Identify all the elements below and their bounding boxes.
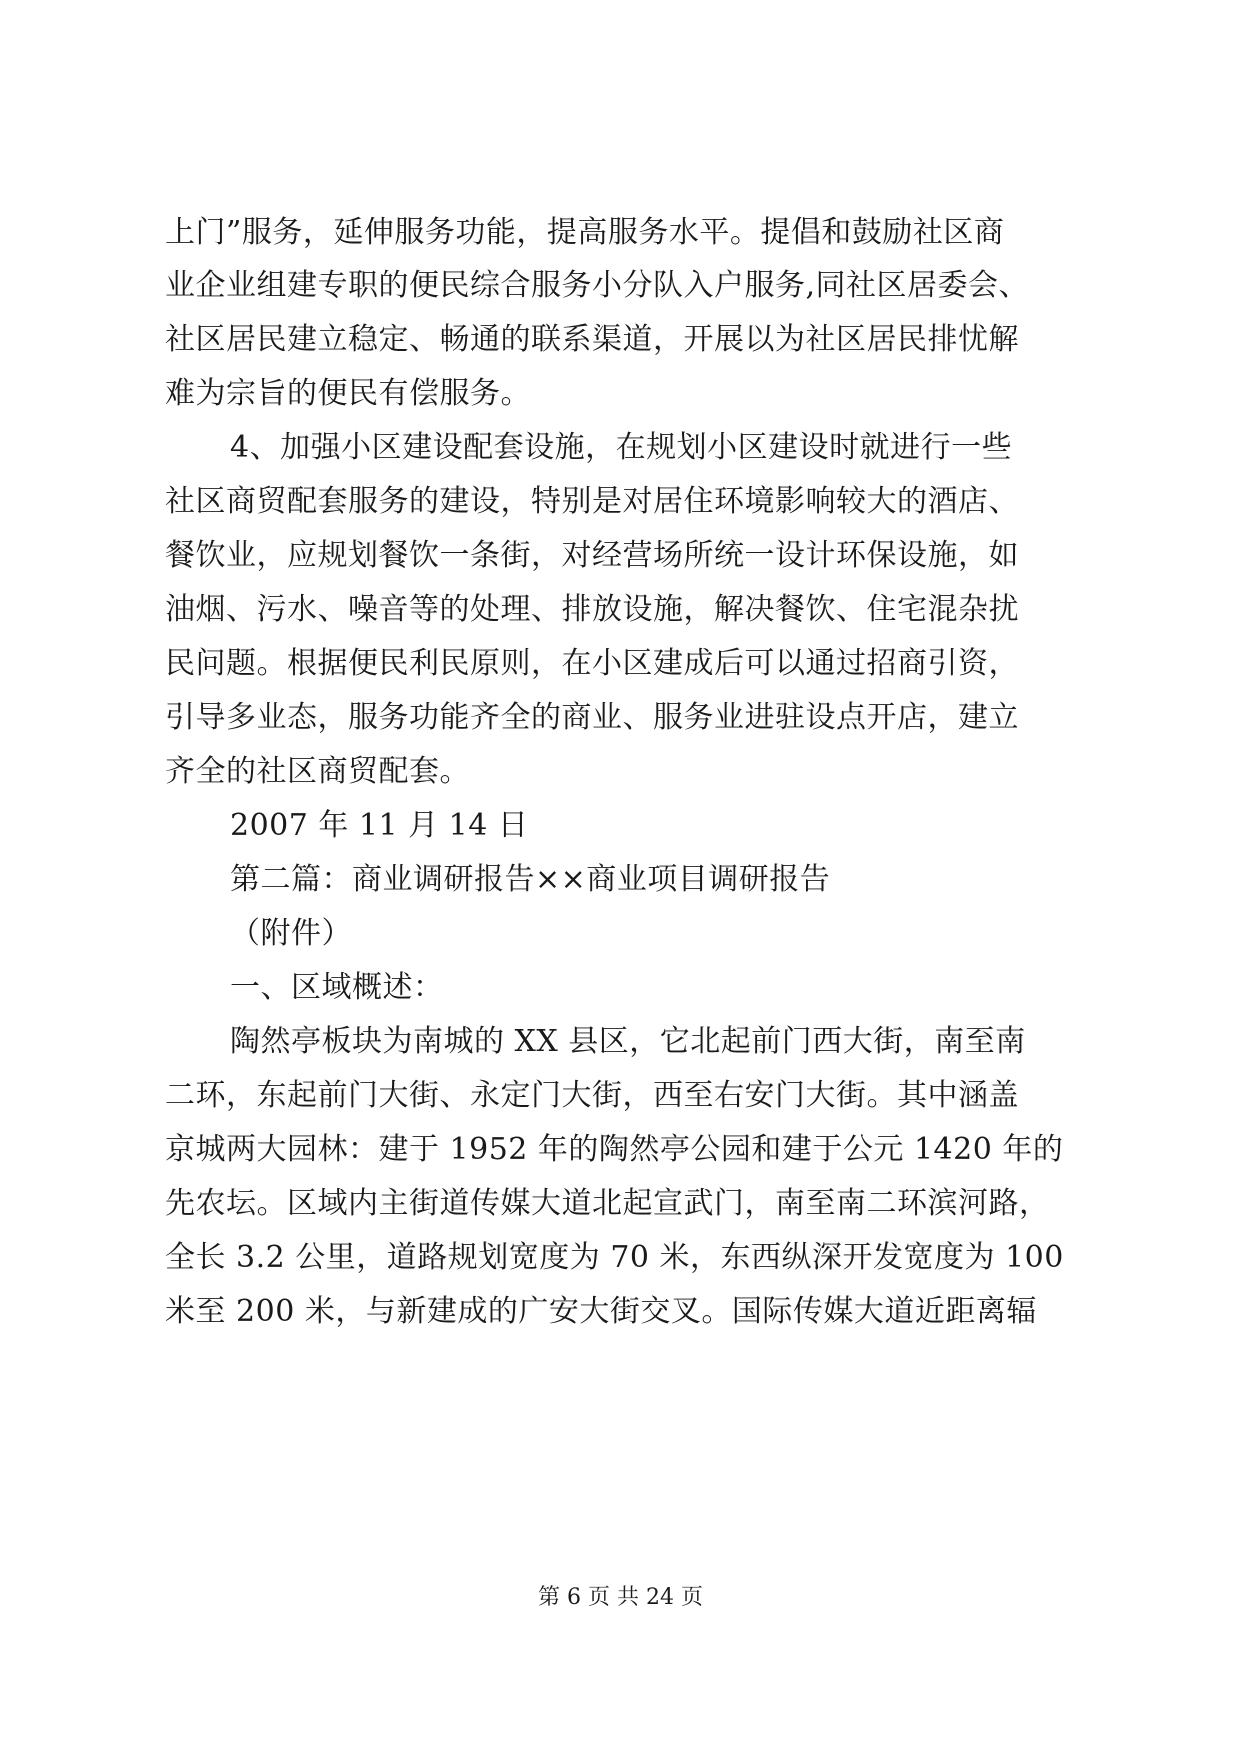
attachment-label: （附件） [230,916,352,951]
subsection-heading: 一、区域概述： [230,970,444,1005]
text-line: 社区居民建立稳定、畅通的联系渠道，开展以为社区居民排忧解 [165,322,1019,357]
text-line: 引导多业态，服务功能齐全的商业、服务业进驻设点开店，建立 [165,700,1019,735]
text-line: 业企业组建专职的便民综合服务小分队入户服务,同社区居委会、 [165,268,1030,303]
section-heading: 第二篇：商业调研报告××商业项目调研报告 [230,862,831,897]
page-footer: 第 6 页 共 24 页 [538,1585,703,1610]
text-line: 二环，东起前门大街、永定门大街，西至右安门大街。其中涵盖 [165,1078,1019,1113]
text-line: 上门”服务，延伸服务功能，提高服务水平。提倡和鼓励社区商 [165,215,1005,250]
text-line: 餐饮业，应规划餐饮一条街，对经营场所统一设计环保设施，如 [165,538,1019,573]
text-line: 京城两大园林：建于 1952 年的陶然亭公园和建于公元 1420 年的 [165,1132,1064,1167]
text-line: 难为宗旨的便民有偿服务。 [165,376,531,411]
text-line: 全长 3.2 公里，道路规划宽度为 70 米，东西纵深开发宽度为 100 [165,1240,1064,1275]
paragraph-start-line: 4、加强小区建设配套设施，在规划小区建设时就进行一些 [230,430,1013,465]
text-line: 社区商贸配套服务的建设，特别是对居住环境影响较大的酒店、 [165,484,1019,519]
date-line: 2007 年 11 月 14 日 [230,808,529,843]
paragraph-start-line: 陶然亭板块为南城的 XX 县区，它北起前门西大街，南至南 [230,1024,1026,1059]
text-line: 米至 200 米，与新建成的广安大街交叉。国际传媒大道近距离辐 [165,1294,1037,1329]
text-line: 油烟、污水、噪音等的处理、排放设施，解决餐饮、住宅混杂扰 [165,592,1019,627]
text-line: 先农坛。区域内主街道传媒大道北起宣武门，南至南二环滨河路， [165,1186,1050,1221]
text-line: 民问题。根据便民利民原则，在小区建成后可以通过招商引资， [165,646,1019,681]
text-line: 齐全的社区商贸配套。 [165,754,470,789]
